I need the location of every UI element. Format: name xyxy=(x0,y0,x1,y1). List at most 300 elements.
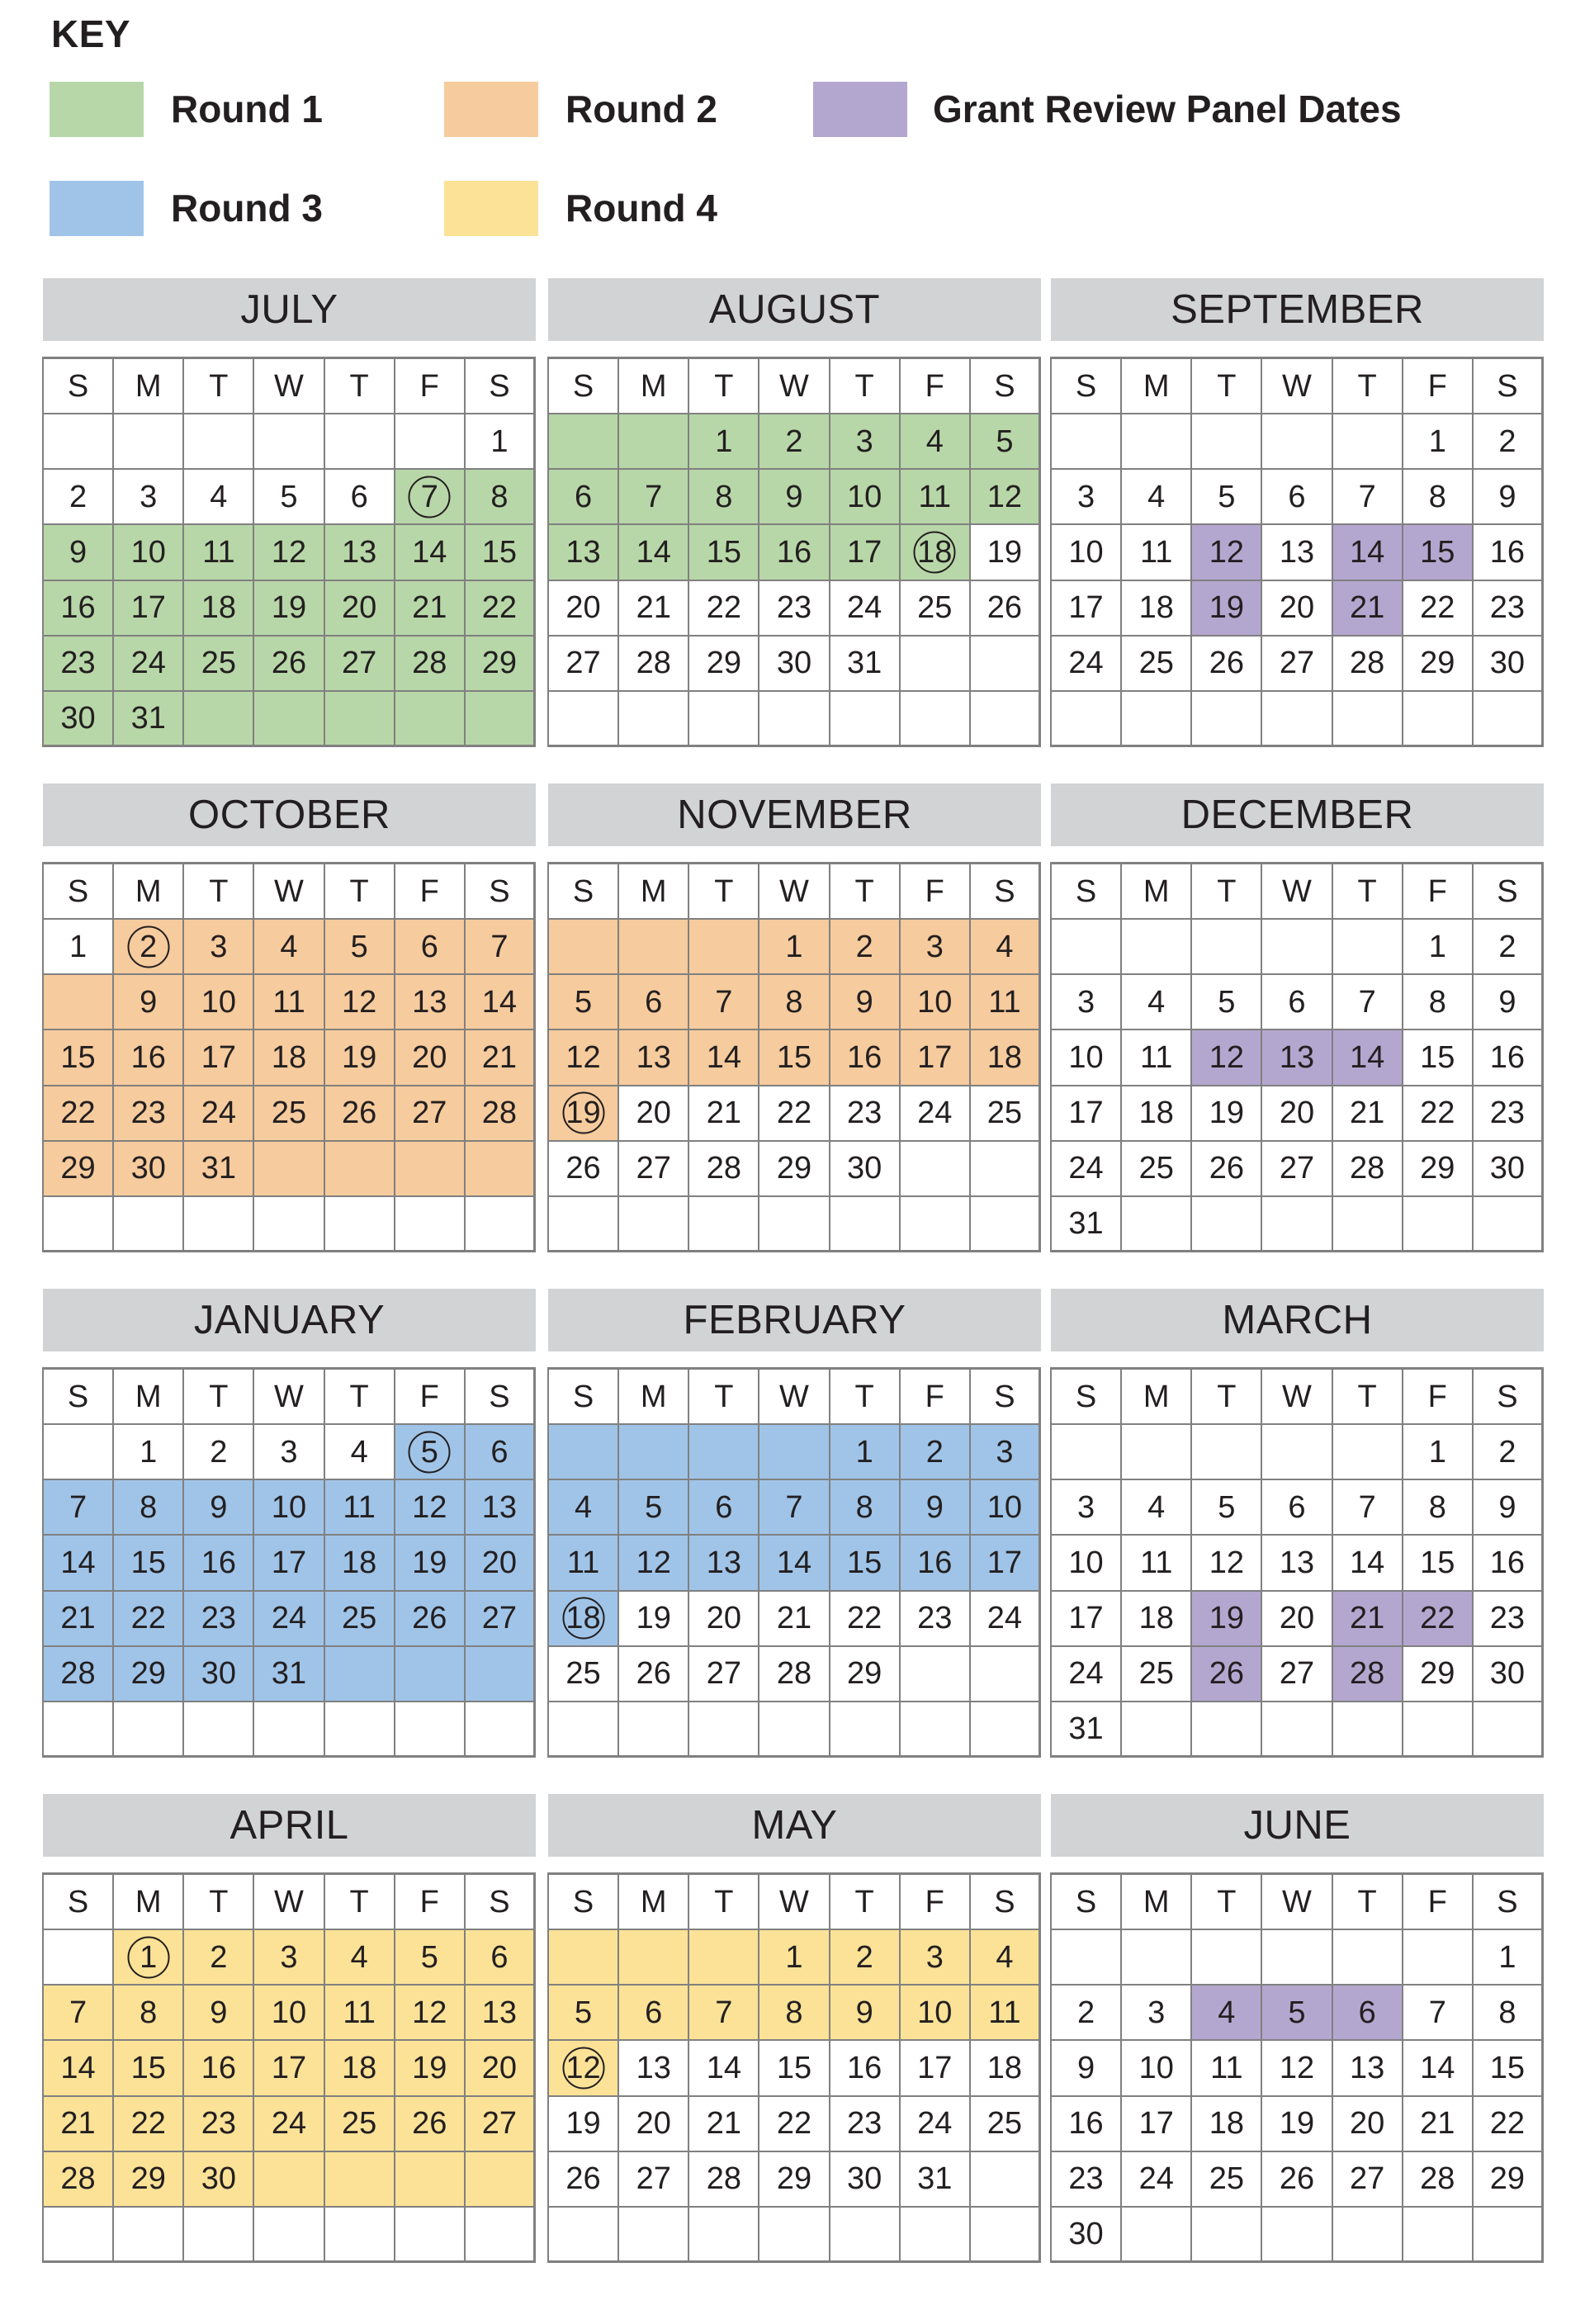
weekday-header: S xyxy=(44,359,114,414)
day-number: 5 xyxy=(645,1489,663,1525)
day-cell xyxy=(44,2152,114,2208)
day-cell xyxy=(114,470,184,525)
day-number: 26 xyxy=(412,1601,447,1636)
day-cell xyxy=(971,414,1041,470)
weekday-header: S xyxy=(466,1875,536,1930)
day-number: 18 xyxy=(271,1039,307,1075)
day-number: 23 xyxy=(1068,2161,1104,2197)
day-cell-empty xyxy=(971,692,1041,747)
day-cell xyxy=(549,2097,619,2152)
day-number: 13 xyxy=(1279,1545,1315,1580)
day-number: 25 xyxy=(1209,2161,1244,2197)
day-cell xyxy=(1262,2152,1332,2208)
day-cell xyxy=(689,2041,759,2096)
day-cell xyxy=(901,1930,971,1986)
day-number: 4 xyxy=(210,479,228,514)
day-cell xyxy=(689,637,759,692)
day-number: 6 xyxy=(1358,1995,1376,2030)
day-number: 19 xyxy=(636,1601,671,1636)
day-cell xyxy=(254,2041,324,2096)
day-number: 11 xyxy=(1139,1039,1173,1075)
day-cell xyxy=(1192,1480,1262,1536)
day-number: 1 xyxy=(1428,424,1446,459)
day-number: 7 xyxy=(420,479,438,514)
day-cell-empty xyxy=(184,1702,254,1758)
day-cell xyxy=(1052,1647,1122,1702)
weekday-header: F xyxy=(395,1370,466,1425)
day-number: 1 xyxy=(785,929,803,964)
day-number: 19 xyxy=(412,1545,447,1580)
day-cell-empty xyxy=(549,414,619,470)
day-cell xyxy=(1403,2041,1474,2096)
day-cell-empty xyxy=(44,1930,114,1986)
month-june xyxy=(1051,1794,1544,2251)
day-number: 28 xyxy=(481,1096,518,1131)
day-number: 25 xyxy=(201,646,236,681)
day-number: 21 xyxy=(412,590,447,626)
day-number: 28 xyxy=(706,2161,741,2197)
day-cell xyxy=(549,470,619,525)
weekday-header: T xyxy=(830,1875,901,1930)
weekday-header: M xyxy=(114,1875,184,1930)
day-cell xyxy=(830,1030,901,1086)
day-cell xyxy=(254,581,324,637)
day-cell xyxy=(44,1986,114,2041)
day-number: 26 xyxy=(636,1656,671,1692)
day-number: 31 xyxy=(1068,1711,1104,1746)
day-number: 25 xyxy=(341,1601,377,1636)
day-cell-empty xyxy=(325,2208,395,2263)
day-cell-empty xyxy=(395,1142,466,1197)
legend-item-r4 xyxy=(444,180,717,236)
day-cell-empty xyxy=(1333,920,1403,975)
day-cell xyxy=(1122,1647,1192,1702)
month-january xyxy=(43,1289,536,1692)
day-cell xyxy=(1052,2041,1122,2096)
day-number: 15 xyxy=(1420,534,1455,570)
day-number: 13 xyxy=(636,1039,671,1075)
day-number: 5 xyxy=(996,424,1014,459)
day-cell-empty xyxy=(901,692,971,747)
weekday-header: F xyxy=(901,864,971,920)
weekday-header: W xyxy=(1262,1875,1332,1930)
day-cell xyxy=(549,1142,619,1197)
day-cell-empty xyxy=(830,1702,901,1758)
day-cell xyxy=(184,1086,254,1142)
day-cell-deadline xyxy=(114,920,184,975)
day-number: 15 xyxy=(481,534,518,570)
day-cell xyxy=(619,470,689,525)
day-number: 28 xyxy=(1349,646,1385,681)
day-cell xyxy=(619,1647,689,1702)
day-cell xyxy=(1052,1197,1122,1252)
day-cell xyxy=(1192,975,1262,1030)
day-number: 9 xyxy=(855,984,873,1020)
day-number: 12 xyxy=(1279,2050,1315,2085)
day-cell xyxy=(901,581,971,637)
day-number: 20 xyxy=(706,1601,741,1636)
day-cell-empty xyxy=(1333,1197,1403,1252)
day-cell-empty xyxy=(1403,2208,1474,2263)
day-number: 27 xyxy=(1279,646,1315,681)
day-cell xyxy=(1333,975,1403,1030)
weekday-header: T xyxy=(184,864,254,920)
month-header: DECEMBER xyxy=(1051,783,1544,846)
day-number: 16 xyxy=(1489,1039,1526,1075)
day-number: 1 xyxy=(140,1434,158,1470)
day-cell xyxy=(1192,1030,1262,1086)
weekday-header: W xyxy=(759,1875,830,1930)
day-cell xyxy=(1333,581,1403,637)
day-cell xyxy=(114,1647,184,1702)
day-cell xyxy=(619,1986,689,2041)
month-grid xyxy=(547,357,1041,747)
day-number: 30 xyxy=(201,1656,236,1692)
month-grid xyxy=(42,862,536,1252)
day-number: 22 xyxy=(1420,1096,1455,1131)
weekday-header: S xyxy=(971,359,1041,414)
day-cell xyxy=(114,1480,184,1536)
weekday-header: S xyxy=(971,1875,1041,1930)
day-number: 31 xyxy=(201,1151,236,1186)
day-cell-empty xyxy=(1262,2208,1332,2263)
day-number: 13 xyxy=(565,534,601,570)
day-cell-empty xyxy=(1052,1425,1122,1480)
day-number: 22 xyxy=(130,2106,166,2142)
day-number: 14 xyxy=(706,1039,741,1075)
day-cell xyxy=(689,975,759,1030)
weekday-header: S xyxy=(44,1875,114,1930)
day-cell xyxy=(1122,470,1192,525)
day-number: 14 xyxy=(1420,2050,1455,2085)
day-number: 21 xyxy=(706,2106,741,2142)
day-number: 3 xyxy=(280,1434,298,1470)
day-number: 11 xyxy=(272,984,305,1020)
day-number: 12 xyxy=(636,1545,671,1580)
day-number: 6 xyxy=(645,1995,663,2030)
day-cell xyxy=(1192,1142,1262,1197)
day-cell xyxy=(44,920,114,975)
day-cell xyxy=(549,525,619,580)
weekday-header: W xyxy=(254,1875,324,1930)
day-cell xyxy=(1403,2097,1474,2152)
day-number: 10 xyxy=(917,1995,953,2030)
day-cell xyxy=(1333,470,1403,525)
day-cell xyxy=(1403,1592,1474,1647)
day-cell xyxy=(830,920,901,975)
day-cell xyxy=(1403,1030,1474,1086)
day-number: 7 xyxy=(715,1995,733,2030)
day-cell xyxy=(1122,1480,1192,1536)
day-cell xyxy=(619,2041,689,2096)
day-cell xyxy=(184,920,254,975)
month-grid xyxy=(1050,1872,1544,2263)
day-number: 30 xyxy=(1489,1151,1526,1186)
day-cell xyxy=(1262,581,1332,637)
day-cell-empty xyxy=(549,1702,619,1758)
day-cell xyxy=(971,1086,1041,1142)
day-number: 23 xyxy=(1489,1601,1526,1636)
day-cell xyxy=(1192,637,1262,692)
day-cell xyxy=(114,1142,184,1197)
day-number: 15 xyxy=(130,1545,166,1580)
day-number: 15 xyxy=(130,2050,166,2085)
day-number: 24 xyxy=(271,1601,307,1636)
day-cell-empty xyxy=(830,2208,901,2263)
day-cell xyxy=(759,525,830,580)
day-number: 19 xyxy=(271,590,307,626)
weekday-header: T xyxy=(1192,1875,1262,1930)
day-number: 10 xyxy=(271,1995,307,2030)
day-cell xyxy=(830,1930,901,1986)
day-cell-empty xyxy=(44,975,114,1030)
legend-swatch xyxy=(813,82,907,137)
day-number: 26 xyxy=(1209,1151,1244,1186)
day-number: 29 xyxy=(1420,1151,1455,1186)
day-cell xyxy=(254,1930,324,1986)
day-cell-deadline xyxy=(395,470,466,525)
day-number: 16 xyxy=(1489,1545,1526,1580)
day-cell-empty xyxy=(466,692,536,747)
day-number: 28 xyxy=(1420,2161,1455,2197)
weekday-header: S xyxy=(549,1370,619,1425)
day-cell xyxy=(44,1142,114,1197)
day-cell xyxy=(830,1647,901,1702)
month-header: JANUARY xyxy=(43,1289,536,1351)
day-cell xyxy=(830,1986,901,2041)
day-cell xyxy=(830,975,901,1030)
day-cell xyxy=(759,1480,830,1536)
day-cell xyxy=(1122,1592,1192,1647)
day-cell-empty xyxy=(1474,1702,1544,1758)
day-number: 23 xyxy=(776,590,812,626)
day-cell xyxy=(759,1930,830,1986)
day-cell-empty xyxy=(395,2152,466,2208)
day-cell-empty xyxy=(114,2208,184,2263)
day-cell-empty xyxy=(395,2208,466,2263)
day-cell-empty xyxy=(759,1425,830,1480)
legend-label: Round 1 xyxy=(171,88,323,130)
day-number: 21 xyxy=(636,590,671,626)
weekday-header: S xyxy=(1052,1875,1122,1930)
day-cell-empty xyxy=(254,1142,324,1197)
day-number: 13 xyxy=(481,1489,518,1525)
day-cell xyxy=(619,1142,689,1197)
day-number: 24 xyxy=(1068,1151,1104,1186)
day-cell xyxy=(1262,470,1332,525)
day-number: 9 xyxy=(855,1995,873,2030)
day-number: 14 xyxy=(60,1545,96,1580)
day-number: 23 xyxy=(1489,590,1526,626)
day-number: 25 xyxy=(1138,1656,1174,1692)
day-number: 19 xyxy=(341,1039,377,1075)
day-number: 21 xyxy=(1349,590,1385,626)
day-cell xyxy=(1403,525,1474,580)
day-cell xyxy=(1474,1986,1544,2041)
day-number: 30 xyxy=(846,2161,882,2197)
day-number: 25 xyxy=(986,2106,1023,2142)
day-number: 24 xyxy=(917,2106,953,2142)
day-number: 13 xyxy=(706,1545,741,1580)
weekday-header: T xyxy=(325,1875,395,1930)
day-number: 14 xyxy=(636,534,671,570)
weekday-header: W xyxy=(759,359,830,414)
day-cell-deadline xyxy=(395,1425,466,1480)
day-cell xyxy=(901,975,971,1030)
day-number: 19 xyxy=(412,2050,447,2085)
day-number: 27 xyxy=(636,2161,671,2197)
day-cell xyxy=(1333,2097,1403,2152)
legend-label: Round 4 xyxy=(565,187,717,230)
day-number: 18 xyxy=(201,590,236,626)
weekday-header: S xyxy=(549,864,619,920)
day-cell xyxy=(184,1592,254,1647)
day-cell xyxy=(395,1086,466,1142)
day-cell-empty xyxy=(1122,2208,1192,2263)
weekday-header: W xyxy=(254,1370,324,1425)
weekday-header: S xyxy=(1474,1875,1544,1930)
day-cell xyxy=(1262,1480,1332,1536)
day-number: 26 xyxy=(271,646,307,681)
day-cell xyxy=(1122,2041,1192,2096)
day-cell xyxy=(549,1986,619,2041)
day-number: 27 xyxy=(481,1601,518,1636)
day-cell xyxy=(759,581,830,637)
day-number: 18 xyxy=(1138,590,1174,626)
day-cell xyxy=(971,581,1041,637)
day-cell xyxy=(1192,581,1262,637)
day-number: 15 xyxy=(776,2050,812,2085)
day-cell xyxy=(254,975,324,1030)
day-cell-empty xyxy=(325,1142,395,1197)
day-number: 13 xyxy=(1279,1039,1315,1075)
day-cell-empty xyxy=(619,1425,689,1480)
day-number: 19 xyxy=(565,2106,601,2142)
day-number: 2 xyxy=(855,1939,873,1975)
day-cell xyxy=(759,1986,830,2041)
day-cell xyxy=(759,1030,830,1086)
day-number: 12 xyxy=(565,2050,601,2085)
day-cell-empty xyxy=(1262,1197,1332,1252)
day-number: 16 xyxy=(201,1545,236,1580)
day-number: 19 xyxy=(1209,1096,1244,1131)
day-number: 8 xyxy=(1428,1489,1446,1525)
day-cell xyxy=(549,1030,619,1086)
day-number: 15 xyxy=(1420,1039,1455,1075)
day-cell xyxy=(1122,1030,1192,1086)
day-cell xyxy=(1474,920,1544,975)
weekday-header: F xyxy=(901,1875,971,1930)
day-cell xyxy=(325,2041,395,2096)
day-number: 14 xyxy=(1349,1545,1385,1580)
day-number: 18 xyxy=(917,534,953,570)
day-cell xyxy=(759,1592,830,1647)
weekday-header: W xyxy=(759,864,830,920)
weekday-header: T xyxy=(184,1370,254,1425)
day-number: 4 xyxy=(280,929,298,964)
day-number: 22 xyxy=(846,1601,882,1636)
day-number: 29 xyxy=(776,1151,812,1186)
day-cell xyxy=(114,975,184,1030)
day-number: 7 xyxy=(715,984,733,1020)
day-cell xyxy=(325,1480,395,1536)
day-number: 24 xyxy=(986,1601,1023,1636)
day-cell xyxy=(619,975,689,1030)
day-cell-empty xyxy=(1052,1930,1122,1986)
day-cell xyxy=(395,637,466,692)
day-cell-empty xyxy=(1192,1702,1262,1758)
day-cell xyxy=(325,470,395,525)
day-cell xyxy=(830,2097,901,2152)
day-number: 30 xyxy=(776,646,812,681)
day-cell xyxy=(114,2041,184,2096)
day-number: 29 xyxy=(130,1656,166,1692)
day-cell-empty xyxy=(1333,414,1403,470)
day-number: 1 xyxy=(785,1939,803,1975)
day-number: 9 xyxy=(140,984,158,1020)
day-cell xyxy=(901,1536,971,1591)
day-cell xyxy=(1262,975,1332,1030)
day-number: 2 xyxy=(925,1434,944,1470)
day-number: 20 xyxy=(1349,2106,1385,2142)
day-cell xyxy=(901,1480,971,1536)
day-cell xyxy=(114,2097,184,2152)
day-cell xyxy=(1333,1592,1403,1647)
day-cell xyxy=(1262,1647,1332,1702)
day-cell xyxy=(44,581,114,637)
day-number: 2 xyxy=(210,1939,228,1975)
day-number: 22 xyxy=(1489,2106,1526,2142)
day-number: 17 xyxy=(917,1039,953,1075)
weekday-header: M xyxy=(1122,1370,1192,1425)
day-number: 28 xyxy=(1349,1656,1385,1692)
day-cell xyxy=(466,581,536,637)
day-cell xyxy=(1262,1592,1332,1647)
day-number: 3 xyxy=(1077,479,1095,514)
day-cell xyxy=(971,1930,1041,1986)
day-cell xyxy=(1192,2097,1262,2152)
day-number: 11 xyxy=(566,1545,600,1580)
weekday-header: M xyxy=(619,1370,689,1425)
day-cell xyxy=(254,2097,324,2152)
day-cell xyxy=(395,975,466,1030)
day-cell xyxy=(830,1480,901,1536)
day-number: 14 xyxy=(412,534,447,570)
weekday-header: F xyxy=(395,359,466,414)
day-number: 13 xyxy=(1349,2050,1385,2085)
month-header: JULY xyxy=(43,278,536,341)
day-number: 11 xyxy=(918,479,951,514)
day-cell-empty xyxy=(971,2208,1041,2263)
day-number: 6 xyxy=(420,929,438,964)
day-cell-empty xyxy=(1192,1930,1262,1986)
day-cell-empty xyxy=(325,1197,395,1252)
day-number: 1 xyxy=(490,424,509,459)
day-number: 20 xyxy=(1279,1601,1315,1636)
day-cell xyxy=(689,1647,759,1702)
day-number: 8 xyxy=(140,1489,158,1525)
day-cell xyxy=(759,414,830,470)
day-cell xyxy=(1122,1536,1192,1591)
day-number: 22 xyxy=(1420,590,1455,626)
day-cell xyxy=(44,2041,114,2096)
month-grid xyxy=(1050,862,1544,1252)
day-cell xyxy=(901,920,971,975)
day-cell-empty xyxy=(44,1702,114,1758)
day-number: 10 xyxy=(1068,534,1104,570)
day-cell-empty xyxy=(466,1702,536,1758)
day-number: 31 xyxy=(271,1656,307,1692)
